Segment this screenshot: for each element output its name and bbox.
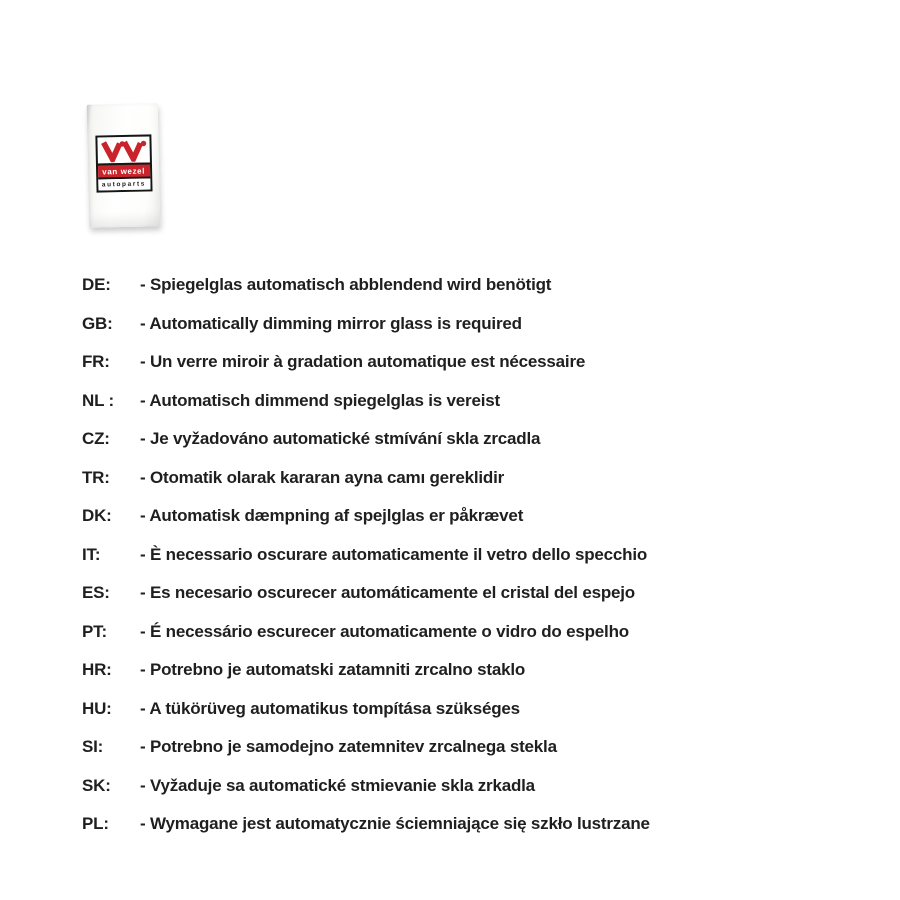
translation-text: - Potrebno je samodejno zatemnitev zrcalnega stekla (140, 737, 557, 757)
translation-row (0, 690, 900, 729)
translation-text: - Potrebno je automatski zatamniti zrcalno staklo (140, 660, 526, 680)
translation-list (0, 266, 900, 844)
language-code: PL: (82, 814, 109, 834)
language-code: DE: (82, 275, 111, 295)
translation-row (0, 343, 900, 382)
translation-row (0, 651, 900, 690)
language-code: NL : (82, 390, 114, 410)
translation-row (0, 767, 900, 806)
translation-text: - Automatisch dimmend spiegelglas is vereist (140, 390, 500, 410)
translation-text: - É necessário escurecer automaticamente o vidro do espelho (140, 621, 629, 641)
translation-row (0, 420, 900, 459)
translation-row (0, 805, 900, 844)
translation-row (0, 305, 900, 344)
translation-text: - Spiegelglas automatisch abblendend wird benötigt (140, 275, 552, 295)
translation-text: - Je vyžadováno automatické stmívání skla zrcadla (140, 429, 541, 449)
translation-row (0, 728, 900, 767)
translation-row (0, 536, 900, 575)
translation-text: - A tükörüveg automatikus tompítása szükséges (140, 698, 520, 718)
van-wezel-logo-card (87, 103, 161, 227)
translation-text: - Wymagane jest automatycznie ściemniające się szkło lustrzane (140, 814, 650, 834)
language-code: GB: (82, 313, 113, 333)
language-code: IT: (82, 544, 101, 564)
translation-text: - Otomatik olarak kararan ayna camı gereklidir (140, 467, 505, 487)
language-code: SK: (82, 775, 111, 795)
logo-name-text: van wezel (97, 162, 149, 179)
language-code: CZ: (82, 429, 110, 449)
language-code: SI: (82, 737, 104, 757)
translation-text: - Automatisk dæmpning af spejlglas er påkrævet (140, 506, 524, 526)
language-code: ES: (82, 583, 110, 603)
logo-subtitle-text: autoparts (98, 178, 150, 190)
translation-row (0, 613, 900, 652)
translation-row (0, 574, 900, 613)
language-code: FR: (82, 352, 110, 372)
translation-text: - Vyžaduje sa automatické stmievanie skla zrkadla (140, 775, 535, 795)
translation-text: - Es necesario oscurecer automáticamente el cristal del espejo (140, 583, 635, 603)
translation-text: - È necessario oscurare automaticamente il vetro dello specchio (140, 544, 648, 564)
language-code: HU: (82, 698, 112, 718)
translation-text: - Automatically dimming mirror glass is required (140, 313, 522, 333)
language-code: DK: (82, 506, 112, 526)
language-code: PT: (82, 621, 107, 641)
van-wezel-emblem (95, 134, 152, 192)
vv-logo-icon (97, 136, 150, 163)
translation-row (0, 266, 900, 305)
language-code: HR: (82, 660, 112, 680)
translation-text: - Un verre miroir à gradation automatique est nécessaire (140, 352, 586, 372)
translation-row (0, 382, 900, 421)
translation-row (0, 459, 900, 498)
language-code: TR: (82, 467, 110, 487)
translation-row (0, 497, 900, 536)
